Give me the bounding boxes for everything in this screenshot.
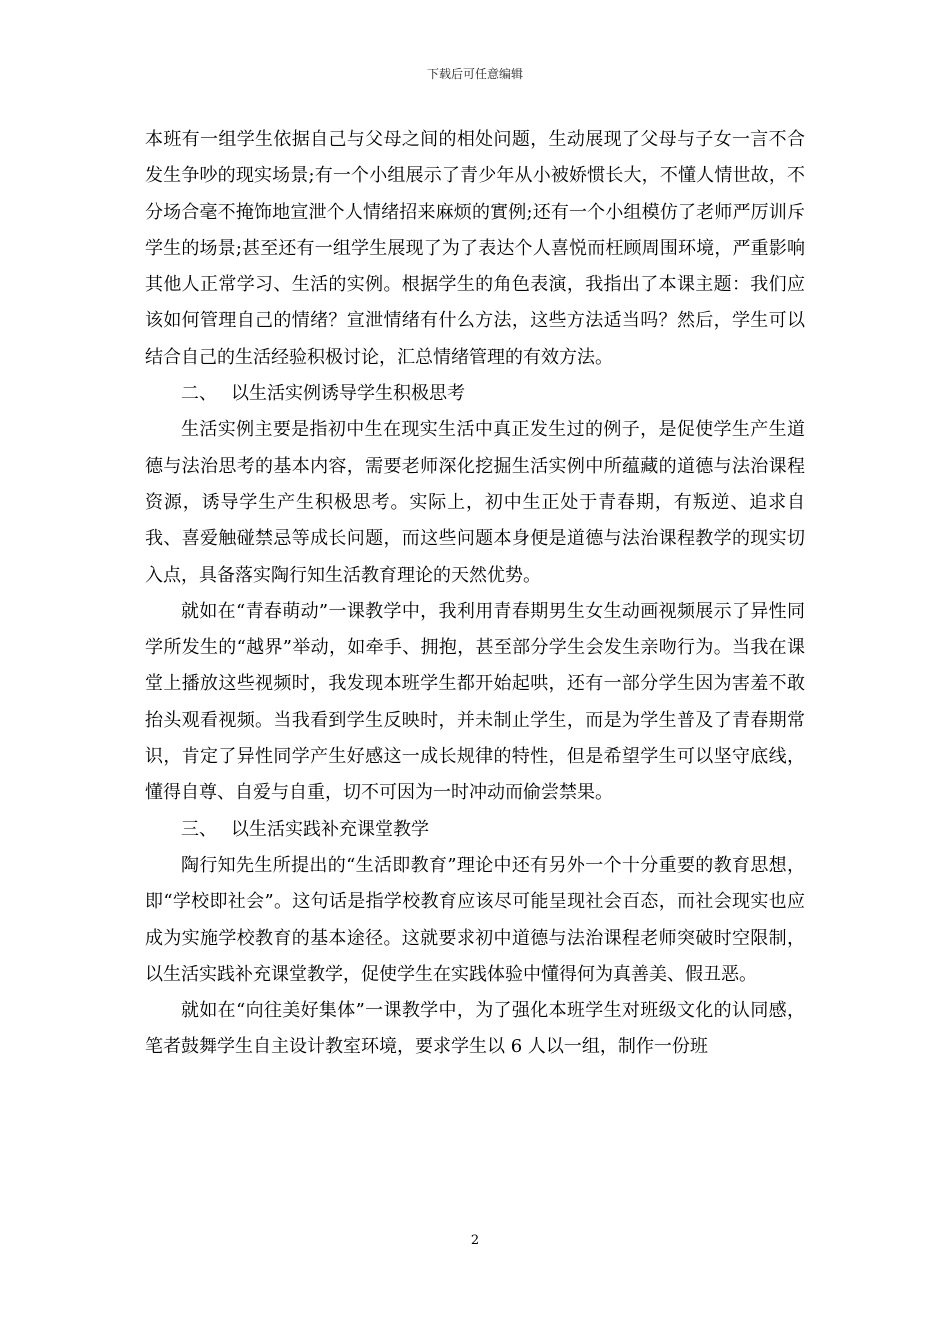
paragraph-puberty-lesson: 就如在“青春萌动”一课教学中，我利用青春期男生女生动画视频展示了异性同学所发生的“越界”举动，如牵手、拥抱，甚至部分学生会发生亲吻行为。当我在课堂上播放这些视频时，我发现本班学生都开始起哄，还有一部分学生因为害羞不敢抬头观看视频。当我看到学生反映时，并未制止学生，而是为学生普及了青春期常识，肯定了异性同学产生好感这一成长规律的特性，但是希望学生可以坚守底线，懂得自尊、自爱与自重，切不可因为一时冲动而偷尝禁果。 xyxy=(145,600,805,804)
document-body xyxy=(145,122,805,1066)
section-title: 以生活实例诱导学生积极思考 xyxy=(231,383,465,405)
page-number: 2 xyxy=(470,1233,480,1248)
section-title: 以生活实践补充课堂教学 xyxy=(231,818,429,840)
paragraph-life-examples: 生活实例主要是指初中生在现实生活中真正发生过的例子，是促使学生产生道德与法治思考的基本内容，需要老师深化挖掘生活实例中所蕴藏的道德与法治课程资源，诱导学生产生积极思考。实际上，初中生正处于青春期，有叛逆、追求自我、喜爱触碰禁忌等成长问题，而这些问题本身便是道德与法治课程教学的现实切入点，具备落实陶行知生活教育理论的天然优势。 xyxy=(145,419,805,586)
section-heading-three xyxy=(145,812,805,848)
section-number: 二、 xyxy=(181,383,217,405)
page-header: 下载后可任意编辑 xyxy=(426,67,523,81)
paragraph-role-play-example: 本班有一组学生依据自己与父母之间的相处问题，生动展现了父母与子女一言不合发生争吵的现实场景;有一个小组展示了青少年从小被娇惯长大，不懂人情世故，不分场合毫不掩饰地宣泄个人情绪招来麻烦的實例;还有一个小组模仿了老师严厉训斥学生的场景;甚至还有一组学生展现了为了表达个人喜悦而枉顾周围环境，严重影响其他人正常学习、生活的实例。根据学生的角色表演，我指出了本课主题：我们应该如何管理自己的情绪？宣泄情绪有什么方法，这些方法适当吗？然后，学生可以结合自己的生活经验积极讨论，汇总情绪管理的有效方法。 xyxy=(145,129,805,368)
section-heading-two xyxy=(145,376,805,412)
paragraph-school-is-society: 陶行知先生所提出的“生活即教育”理论中还有另外一个十分重要的教育思想，即“学校即社会”。这句话是指学校教育应该尽可能呈现社会百态，而社会现实也应成为实施学校教育的基本途径。这就要求初中道德与法治课程老师突破时空限制，以生活实践补充课堂教学，促使学生在实践体验中懂得何为真善美、假丑恶。 xyxy=(145,854,805,985)
section-number: 三、 xyxy=(181,818,217,840)
paragraph-class-collective: 就如在“向往美好集体”一课教学中，为了强化本班学生对班级文化的认同感，笔者鼓舞学生自主设计教室环境，要求学生以 6 人以一组，制作一份班 xyxy=(145,1000,805,1058)
